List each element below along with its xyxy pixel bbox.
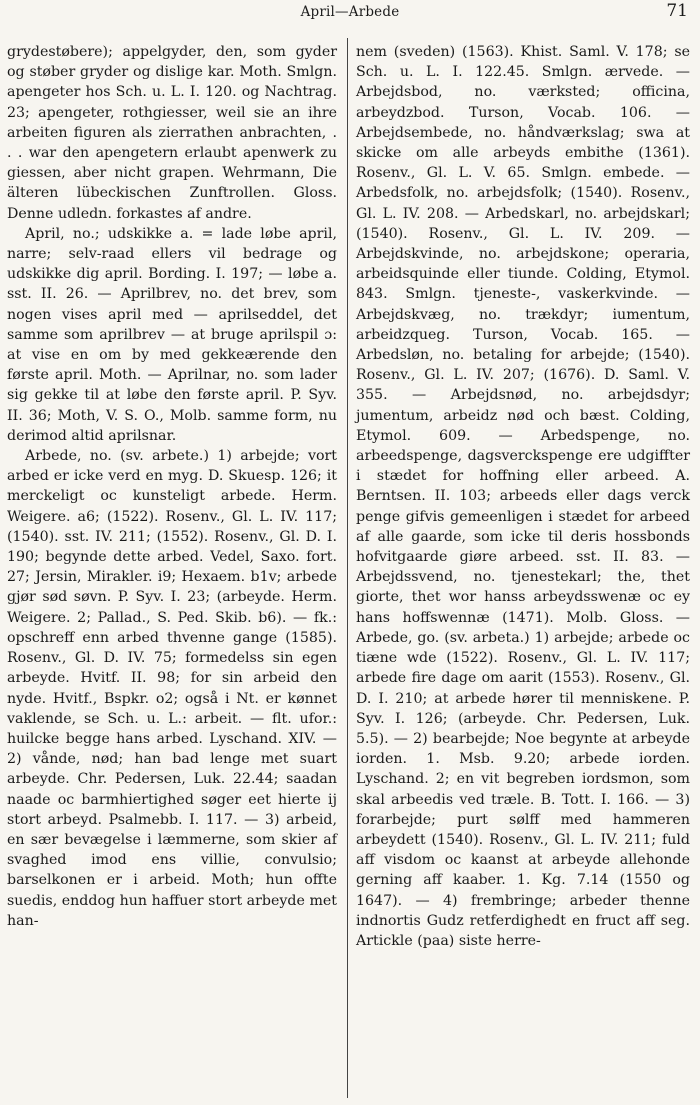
entry-paragraph: grydestøbere); appelgyder, den, som gyder og støber gryder og dislige kar. Moth. Smlgn. apengeter hos Sch. u. L. I. 120. og Nachtrag. 23; apengeter, rothgiesser, weil sie an ihre arbeiten figuren als zierrathen anbrachten, . . . war den apengetern erlaubt apenwerk zu giessen, aber nicht grapen. Wehrmann, Die älteren lübeckischen Zunftrollen. Gloss. Denne udledn. forkastes af andre. <box>7 44 337 222</box>
entry-paragraph: nem (sveden) (1563). Khist. Saml. V. 178; se Sch. u. L. I. 122.45. Smlgn. ærvede. — Arbejdsbod, no. værksted; officina, arbeydzbod. Turson, Vocab. 106. — Arbejdsembede, no. håndværkslag; swa at skicke om alle arbeyds embithe (1361). Rosenv., Gl. L. V. 65. Smlgn. embede. — Arbedsfolk, no. arbejdsfolk; (1540). Rosenv., Gl. L. IV. 208. — Arbedskarl, no. arbejdskarl; (1540). Rosenv., Gl. L. IV. 209. — Arbejdskvinde, no. arbejdskone; operaria, arbeidsquinde eller tiunde. Colding, Etymol. 843. Smlgn. tjeneste-, vaskerkvinde. — Arbejdskvæg, no. trækdyr; iumentum, arbeidzqueg. Turson, Vocab. 165. — Arbedsløn, no. betaling for arbejde; (1540). Rosenv., Gl. L. IV. 207; (1676). D. Saml. V. 355. — Arbejdsnød, no. arbejdsdyr; jumentum, arbeidz nød och bæst. Colding, Etymol. 609. — Arbedspenge, no. arbeedspenge, dagsverckspenge ere udgiffter i stædet for hoffning eller arbeed. A. Berntsen. II. 103; arbeeds eller dags verck penge gifvis gemeenligen i stædet for arbeed af alle gaarde, som icke til deris hossbonds hofvitgaarde giøre arbeed. sst. II. 83. — Arbejdssvend, no. tjenestekarl; the, thet giorte, thet wor hanss arbeydsswenæ oc ey hans hoffswennæ (1471). Molb. Gloss. — Arbede, go. (sv. arbeta.) 1) arbejde; arbede oc tiæne wde (1522). Rosenv., Gl. L. IV. 117; arbede fire dage om aarit (1553). Rosenv., Gl. D. I. 210; at arbede hører til menniskene. P. Syv. I. 126; (arbeyde. Chr. Pedersen, Luk. 5.5). — 2) bearbejde; Noe begynte at arbeyde iorden. 1. Msb. 9.20; arbede iorden. Lyschand. 2; en vit begreben iordsmon, som skal arbeedis ved træle. B. Tott. I. 166. — 3) forarbejde; purt sølff med hammeren arbeydett (1540). Rosenv., Gl. L. IV. 211; fuld aff visdom oc kaanst at arbeyde allehonde gerning aff kaaber. 1. Kg. 7.14 (1550 og 1647). — 4) frembringe; arbeder thenne indnortis Gudz retferdighedt en fruct aff seg. Artickle (paa) siste herre- <box>356 44 690 949</box>
left-column <box>7 42 337 931</box>
column-divider <box>347 38 348 1098</box>
page-header <box>0 0 700 24</box>
running-title: April—Arbede <box>300 4 400 20</box>
right-column <box>356 42 690 951</box>
entry-paragraph: April, no.; udskikke a. = lade løbe april, narre; selv-raad ellers vil bedrage og udskikke dig april. Bording. I. 197; — løbe a. sst. II. 26. — Aprilbrev, no. det brev, som nogen vises april med — aprilseddel, det samme som aprilbrev — at bruge aprilspil ɔ: at vise en om by med gekkeærende den første april. Moth. — Aprilnar, no. som lader sig gekke til at løbe den første april. P. Syv. II. 36; Moth, V. S. O., Molb. samme form, nu derimod altid aprilsnar. <box>7 225 337 444</box>
entry-paragraph: Arbede, no. (sv. arbete.) 1) arbejde; vort arbed er icke verd en myg. D. Skuesp. 126; it merckeligt oc kunsteligt arbede. Herm. Weigere. a6; (1522). Rosenv., Gl. L. IV. 117; (1540). sst. IV. 211; (1552). Rosenv., Gl. D. I. 190; begynde dette arbed. Vedel, Saxo. fort. 27; Jersin, Mirakler. i9; Hexaem. b1v; arbede gjør sød søvn. P. Syv. I. 23; (arbeyde. Herm. Weigere. 2; Pallad., S. Ped. Skib. b6). — fk.: opschreff enn arbed thvenne gange (1585). Rosenv., Gl. D. IV. 75; formedelss sin egen arbeyde. Hvitf. II. 98; for sin arbeid den nyde. Hvitf., Bspkr. o2; også i Nt. er kønnet vaklende, se Sch. u. L.: arbeit. — flt. ufor.: huilcke begge hans arbed. Lyschand. XIV. — 2) vånde, nød; han bad lenge met suart arbeyde. Chr. Pedersen, Luk. 22.44; saadan naade oc barmhiertighed søger eet hierte ij stort arbeyd. Psalmebb. I. 117. — 3) arbeid, en sær bevægelse i læmmerne, som skier af svaghed imod ens villie, convulsio; barselkonen er i arbeid. Moth; hun offte suedis, enddog hun haffuer stort arbeyde met han- <box>7 448 337 929</box>
page-number: 71 <box>666 1 688 21</box>
